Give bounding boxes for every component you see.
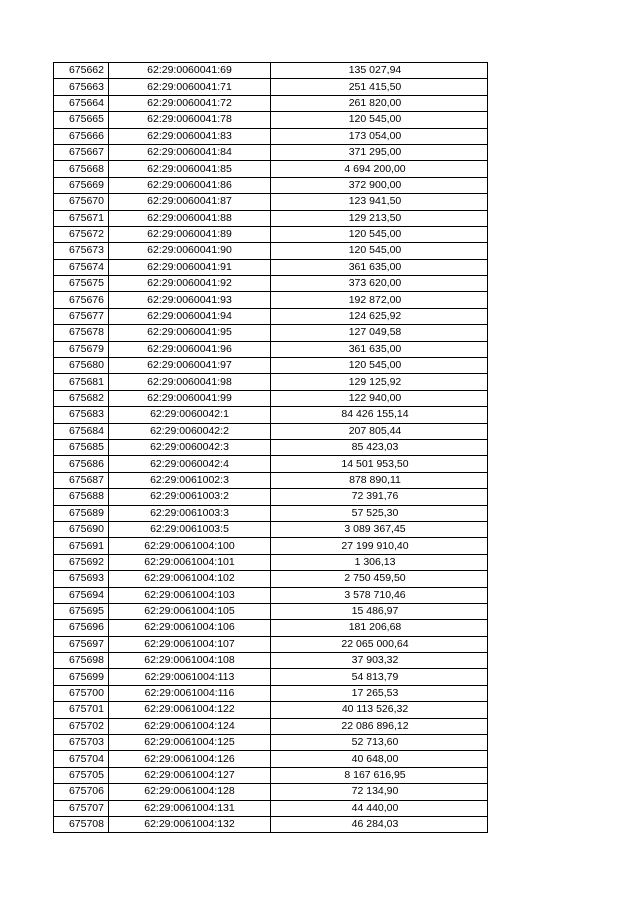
- cadastral-number-cell: 62:29:0060041:91: [109, 259, 271, 275]
- row-number-cell: 675663: [54, 79, 109, 95]
- row-number-cell: 675689: [54, 505, 109, 521]
- cadastral-value-cell: 207 805,44: [271, 423, 488, 439]
- cadastral-number-cell: 62:29:0060041:86: [109, 177, 271, 193]
- table-body: [54, 63, 488, 833]
- cadastral-value-cell: 85 423,03: [271, 439, 488, 455]
- cadastral-number-cell: 62:29:0060041:98: [109, 374, 271, 390]
- cadastral-value-cell: 44 440,00: [271, 800, 488, 816]
- cadastral-number-cell: 62:29:0061004:132: [109, 816, 271, 832]
- row-number-cell: 675697: [54, 636, 109, 652]
- row-number-cell: 675707: [54, 800, 109, 816]
- table-row: [54, 259, 488, 275]
- cadastral-number-cell: 62:29:0060041:83: [109, 128, 271, 144]
- table-row: [54, 784, 488, 800]
- cadastral-value-cell: 123 941,50: [271, 194, 488, 210]
- row-number-cell: 675671: [54, 210, 109, 226]
- row-number-cell: 675704: [54, 751, 109, 767]
- cadastral-value-cell: 135 027,94: [271, 63, 488, 79]
- cadastral-value-cell: 192 872,00: [271, 292, 488, 308]
- table-row: [54, 243, 488, 259]
- table-row: [54, 751, 488, 767]
- table-row: [54, 63, 488, 79]
- cadastral-number-cell: 62:29:0060041:87: [109, 194, 271, 210]
- table-row: [54, 603, 488, 619]
- row-number-cell: 675691: [54, 538, 109, 554]
- cadastral-value-cell: 54 813,79: [271, 669, 488, 685]
- row-number-cell: 675669: [54, 177, 109, 193]
- cadastral-value-cell: 120 545,00: [271, 112, 488, 128]
- row-number-cell: 675675: [54, 276, 109, 292]
- cadastral-value-cell: 371 295,00: [271, 144, 488, 160]
- cadastral-number-cell: 62:29:0060041:78: [109, 112, 271, 128]
- cadastral-number-cell: 62:29:0061004:122: [109, 702, 271, 718]
- table-row: [54, 325, 488, 341]
- cadastral-value-cell: 37 903,32: [271, 653, 488, 669]
- cadastral-number-cell: 62:29:0060042:1: [109, 407, 271, 423]
- cadastral-value-cell: 373 620,00: [271, 276, 488, 292]
- row-number-cell: 675662: [54, 63, 109, 79]
- cadastral-number-cell: 62:29:0061003:3: [109, 505, 271, 521]
- cadastral-value-cell: 27 199 910,40: [271, 538, 488, 554]
- cadastral-value-cell: 124 625,92: [271, 308, 488, 324]
- row-number-cell: 675665: [54, 112, 109, 128]
- row-number-cell: 675685: [54, 439, 109, 455]
- cadastral-number-cell: 62:29:0060041:96: [109, 341, 271, 357]
- row-number-cell: 675680: [54, 358, 109, 374]
- table-row: [54, 128, 488, 144]
- row-number-cell: 675702: [54, 718, 109, 734]
- cadastral-number-cell: 62:29:0061004:107: [109, 636, 271, 652]
- table-row: [54, 505, 488, 521]
- cadastral-number-cell: 62:29:0060041:93: [109, 292, 271, 308]
- table-row: [54, 407, 488, 423]
- row-number-cell: 675677: [54, 308, 109, 324]
- cadastral-number-cell: 62:29:0061003:5: [109, 521, 271, 537]
- cadastral-value-cell: 2 750 459,50: [271, 571, 488, 587]
- cadastral-number-cell: 62:29:0060041:94: [109, 308, 271, 324]
- table-row: [54, 79, 488, 95]
- row-number-cell: 675678: [54, 325, 109, 341]
- cadastral-value-cell: 17 265,53: [271, 685, 488, 701]
- cadastral-value-cell: 3 089 367,45: [271, 521, 488, 537]
- cadastral-number-cell: 62:29:0060041:95: [109, 325, 271, 341]
- cadastral-value-cell: 120 545,00: [271, 226, 488, 242]
- table-row: [54, 112, 488, 128]
- row-number-cell: 675664: [54, 95, 109, 111]
- cadastral-value-cell: 261 820,00: [271, 95, 488, 111]
- row-number-cell: 675693: [54, 571, 109, 587]
- cadastral-number-cell: 62:29:0060041:72: [109, 95, 271, 111]
- cadastral-number-cell: 62:29:0061004:105: [109, 603, 271, 619]
- row-number-cell: 675703: [54, 735, 109, 751]
- cadastral-number-cell: 62:29:0061004:116: [109, 685, 271, 701]
- table-row: [54, 358, 488, 374]
- cadastral-number-cell: 62:29:0060041:71: [109, 79, 271, 95]
- cadastral-number-cell: 62:29:0060041:88: [109, 210, 271, 226]
- row-number-cell: 675673: [54, 243, 109, 259]
- row-number-cell: 675690: [54, 521, 109, 537]
- cadastral-number-cell: 62:29:0061004:103: [109, 587, 271, 603]
- cadastral-value-cell: 8 167 616,95: [271, 767, 488, 783]
- cadastral-value-cell: 129 125,92: [271, 374, 488, 390]
- row-number-cell: 675698: [54, 653, 109, 669]
- table-row: [54, 144, 488, 160]
- cadastral-number-cell: 62:29:0061004:128: [109, 784, 271, 800]
- cadastral-number-cell: 62:29:0060041:90: [109, 243, 271, 259]
- table-row: [54, 292, 488, 308]
- cadastral-number-cell: 62:29:0060042:4: [109, 456, 271, 472]
- table-row: [54, 210, 488, 226]
- table-row: [54, 702, 488, 718]
- row-number-cell: 675687: [54, 472, 109, 488]
- cadastral-value-cell: 22 065 000,64: [271, 636, 488, 652]
- cadastral-value-cell: 173 054,00: [271, 128, 488, 144]
- cadastral-number-cell: 62:29:0061004:108: [109, 653, 271, 669]
- table-row: [54, 472, 488, 488]
- row-number-cell: 675672: [54, 226, 109, 242]
- table-row: [54, 308, 488, 324]
- table-row: [54, 226, 488, 242]
- row-number-cell: 675700: [54, 685, 109, 701]
- table-row: [54, 620, 488, 636]
- row-number-cell: 675708: [54, 816, 109, 832]
- row-number-cell: 675695: [54, 603, 109, 619]
- table-row: [54, 816, 488, 832]
- cadastral-value-cell: 57 525,30: [271, 505, 488, 521]
- cadastral-value-cell: 251 415,50: [271, 79, 488, 95]
- cadastral-value-cell: 120 545,00: [271, 243, 488, 259]
- table-row: [54, 521, 488, 537]
- cadastral-number-cell: 62:29:0061004:124: [109, 718, 271, 734]
- table-row: [54, 554, 488, 570]
- cadastral-value-cell: 46 284,03: [271, 816, 488, 832]
- table-row: [54, 636, 488, 652]
- row-number-cell: 675679: [54, 341, 109, 357]
- table-row: [54, 669, 488, 685]
- cadastral-number-cell: 62:29:0061004:113: [109, 669, 271, 685]
- row-number-cell: 675705: [54, 767, 109, 783]
- cadastral-number-cell: 62:29:0061004:106: [109, 620, 271, 636]
- table-row: [54, 718, 488, 734]
- row-number-cell: 675666: [54, 128, 109, 144]
- cadastral-number-cell: 62:29:0060041:69: [109, 63, 271, 79]
- row-number-cell: 675686: [54, 456, 109, 472]
- row-number-cell: 675699: [54, 669, 109, 685]
- table-row: [54, 587, 488, 603]
- row-number-cell: 675684: [54, 423, 109, 439]
- table-row: [54, 374, 488, 390]
- cadastral-value-cell: 22 086 896,12: [271, 718, 488, 734]
- table-row: [54, 341, 488, 357]
- table-row: [54, 489, 488, 505]
- cadastral-number-cell: 62:29:0060042:2: [109, 423, 271, 439]
- cadastral-value-cell: 4 694 200,00: [271, 161, 488, 177]
- cadastral-number-cell: 62:29:0061004:127: [109, 767, 271, 783]
- table-row: [54, 177, 488, 193]
- cadastral-value-cell: 127 049,58: [271, 325, 488, 341]
- cadastral-number-cell: 62:29:0061004:126: [109, 751, 271, 767]
- table-row: [54, 538, 488, 554]
- cadastral-number-cell: 62:29:0060041:84: [109, 144, 271, 160]
- table-row: [54, 735, 488, 751]
- cadastral-number-cell: 62:29:0060041:92: [109, 276, 271, 292]
- cadastral-value-cell: 361 635,00: [271, 259, 488, 275]
- table-row: [54, 161, 488, 177]
- row-number-cell: 675681: [54, 374, 109, 390]
- cadastral-value-cell: 84 426 155,14: [271, 407, 488, 423]
- cadastral-value-table: [53, 62, 488, 833]
- cadastral-value-cell: 122 940,00: [271, 390, 488, 406]
- cadastral-value-cell: 14 501 953,50: [271, 456, 488, 472]
- cadastral-number-cell: 62:29:0061004:102: [109, 571, 271, 587]
- row-number-cell: 675668: [54, 161, 109, 177]
- cadastral-number-cell: 62:29:0060042:3: [109, 439, 271, 455]
- row-number-cell: 675683: [54, 407, 109, 423]
- cadastral-value-cell: 72 391,76: [271, 489, 488, 505]
- row-number-cell: 675674: [54, 259, 109, 275]
- cadastral-number-cell: 62:29:0061002:3: [109, 472, 271, 488]
- cadastral-value-cell: 40 648,00: [271, 751, 488, 767]
- cadastral-value-cell: 40 113 526,32: [271, 702, 488, 718]
- cadastral-value-sheet: [53, 62, 487, 833]
- row-number-cell: 675706: [54, 784, 109, 800]
- cadastral-value-cell: 1 306,13: [271, 554, 488, 570]
- row-number-cell: 675692: [54, 554, 109, 570]
- row-number-cell: 675696: [54, 620, 109, 636]
- table-row: [54, 276, 488, 292]
- cadastral-number-cell: 62:29:0061004:101: [109, 554, 271, 570]
- row-number-cell: 675682: [54, 390, 109, 406]
- row-number-cell: 675701: [54, 702, 109, 718]
- cadastral-value-cell: 129 213,50: [271, 210, 488, 226]
- table-row: [54, 390, 488, 406]
- table-row: [54, 571, 488, 587]
- table-row: [54, 456, 488, 472]
- row-number-cell: 675670: [54, 194, 109, 210]
- cadastral-number-cell: 62:29:0061004:131: [109, 800, 271, 816]
- cadastral-value-cell: 120 545,00: [271, 358, 488, 374]
- cadastral-value-cell: 372 900,00: [271, 177, 488, 193]
- row-number-cell: 675688: [54, 489, 109, 505]
- table-row: [54, 439, 488, 455]
- cadastral-value-cell: 15 486,97: [271, 603, 488, 619]
- table-row: [54, 800, 488, 816]
- table-row: [54, 95, 488, 111]
- cadastral-value-cell: 361 635,00: [271, 341, 488, 357]
- table-row: [54, 685, 488, 701]
- cadastral-value-cell: 52 713,60: [271, 735, 488, 751]
- cadastral-number-cell: 62:29:0060041:99: [109, 390, 271, 406]
- cadastral-value-cell: 878 890,11: [271, 472, 488, 488]
- cadastral-value-cell: 72 134,90: [271, 784, 488, 800]
- table-row: [54, 423, 488, 439]
- cadastral-number-cell: 62:29:0061004:125: [109, 735, 271, 751]
- row-number-cell: 675676: [54, 292, 109, 308]
- table-row: [54, 767, 488, 783]
- cadastral-number-cell: 62:29:0060041:89: [109, 226, 271, 242]
- cadastral-value-cell: 3 578 710,46: [271, 587, 488, 603]
- cadastral-number-cell: 62:29:0061003:2: [109, 489, 271, 505]
- table-row: [54, 194, 488, 210]
- table-row: [54, 653, 488, 669]
- cadastral-number-cell: 62:29:0060041:85: [109, 161, 271, 177]
- cadastral-value-cell: 181 206,68: [271, 620, 488, 636]
- cadastral-number-cell: 62:29:0061004:100: [109, 538, 271, 554]
- cadastral-number-cell: 62:29:0060041:97: [109, 358, 271, 374]
- row-number-cell: 675667: [54, 144, 109, 160]
- row-number-cell: 675694: [54, 587, 109, 603]
